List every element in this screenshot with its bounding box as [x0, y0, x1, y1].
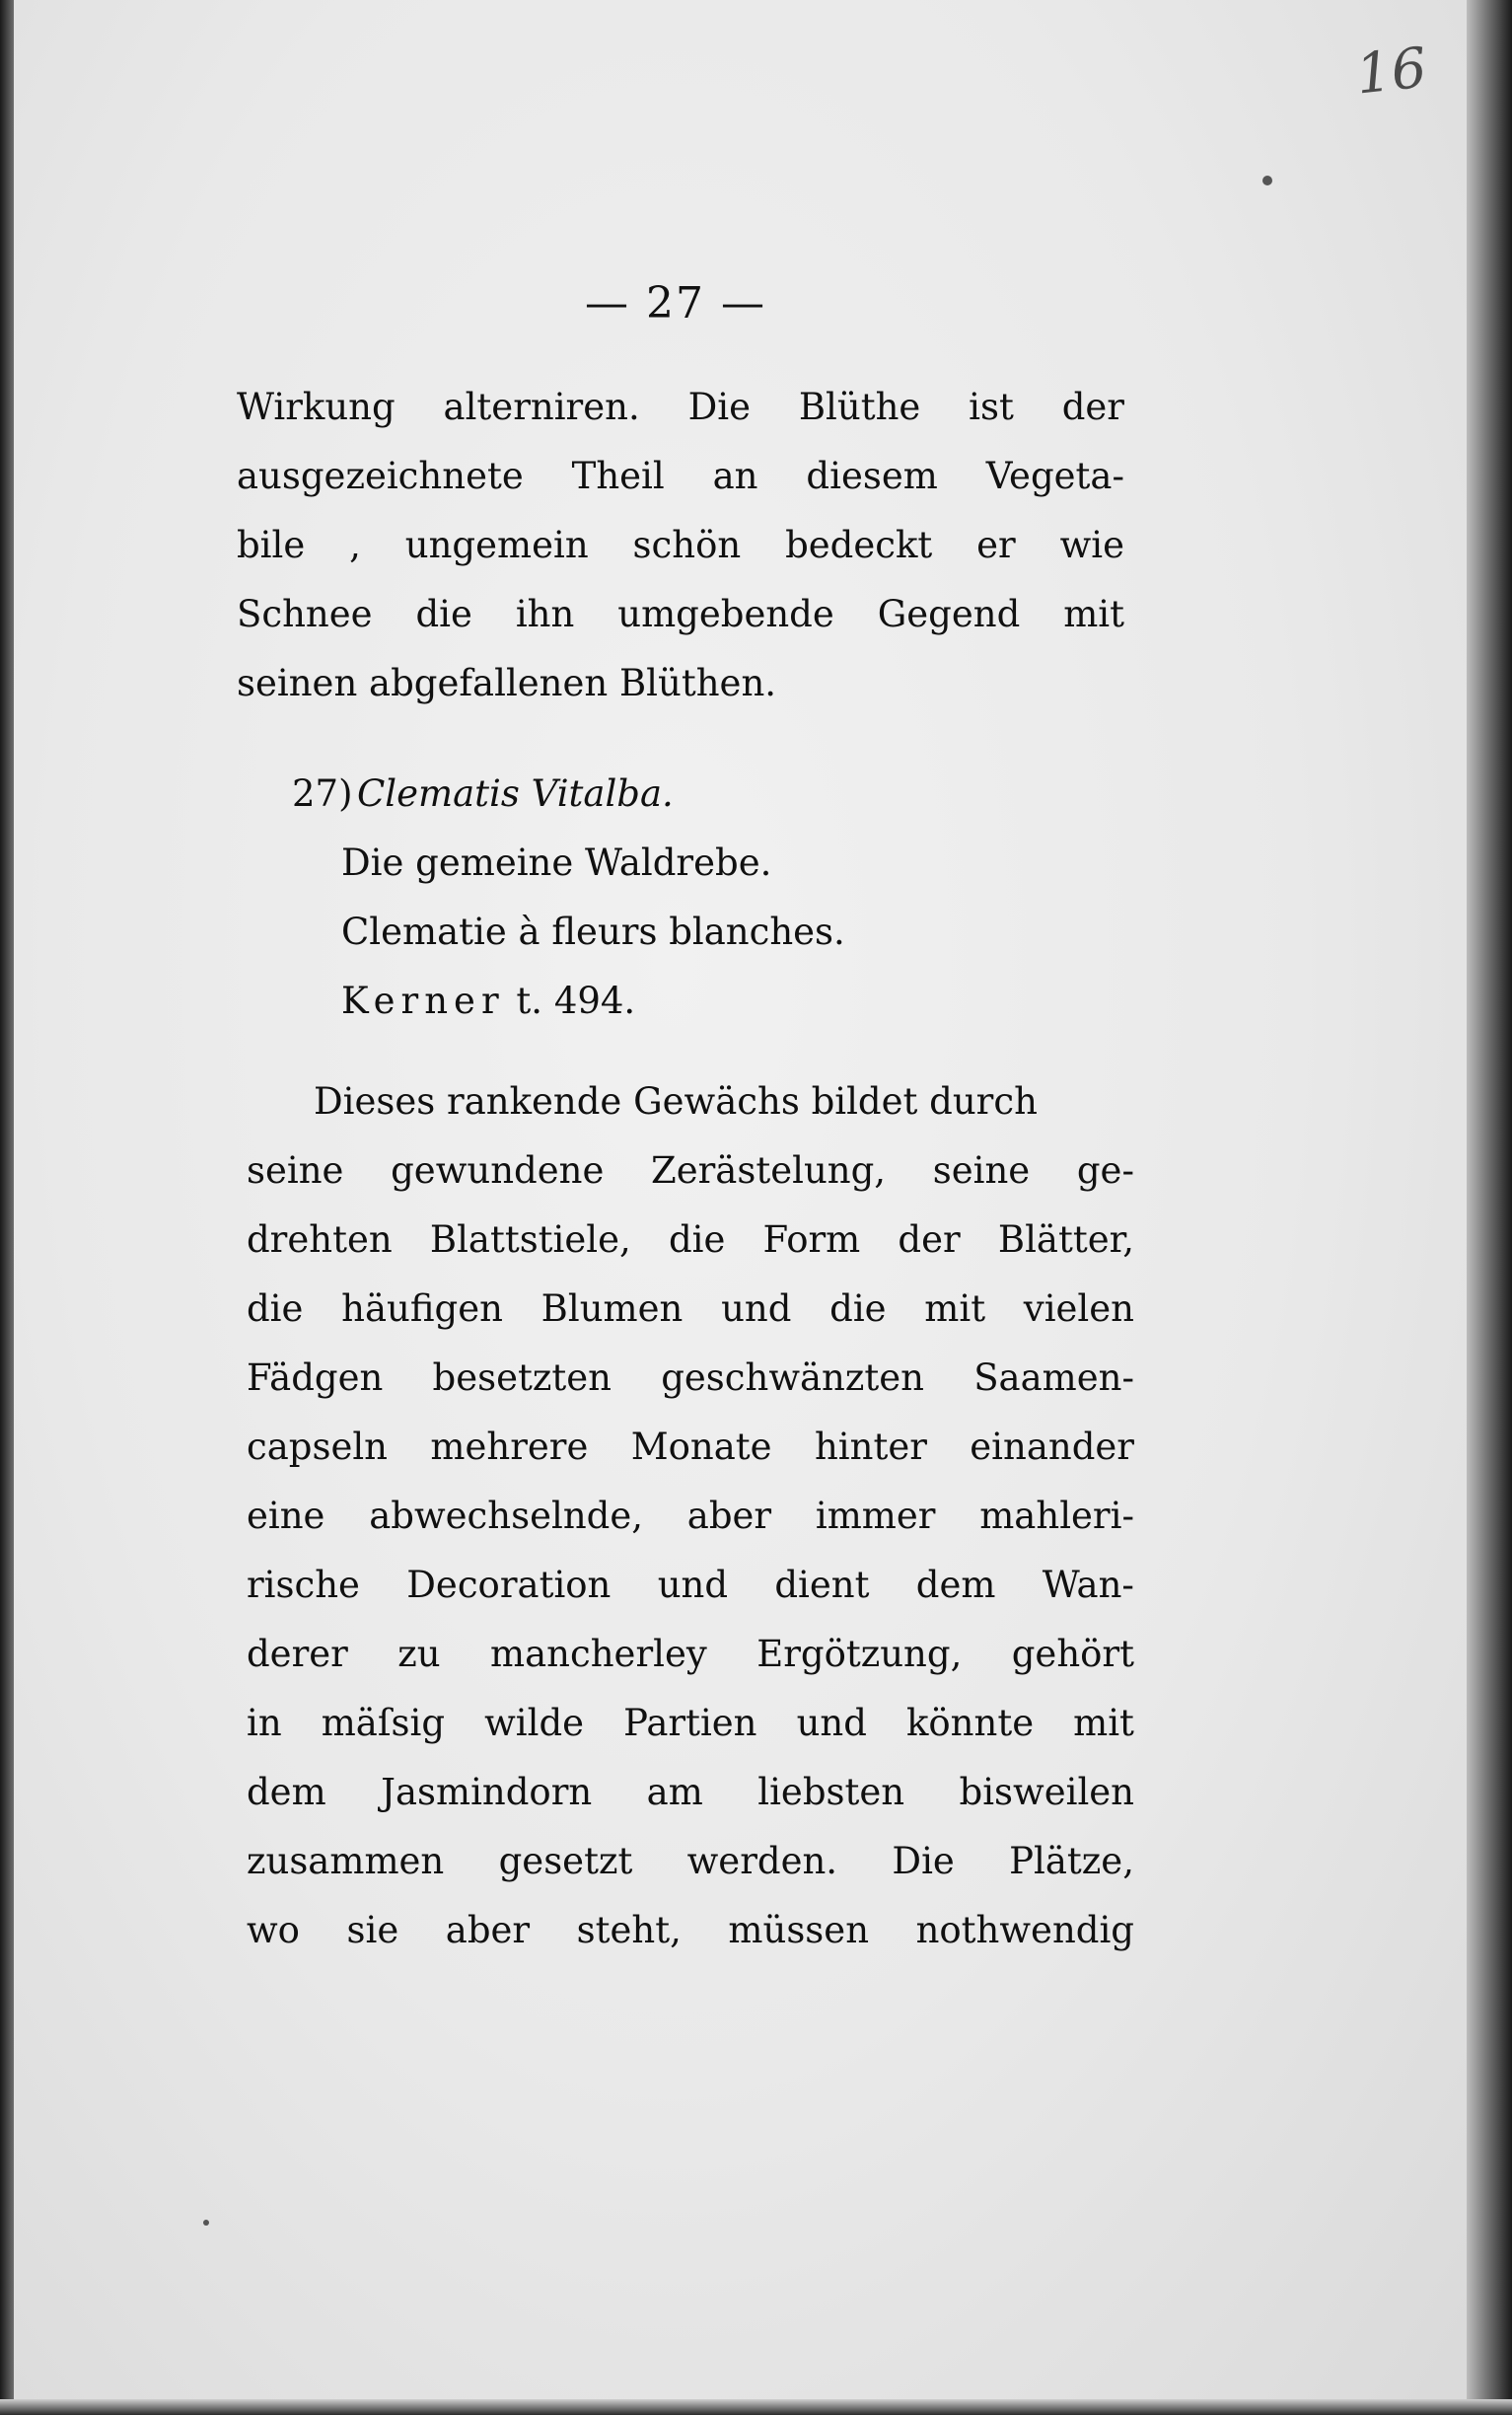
- entry-latin-name: Clematis Vitalba.: [357, 772, 674, 815]
- text-line: drehten Blattstiele, die Form der Blätter,: [247, 1218, 1134, 1261]
- text-line: dem Jasmindorn am liebsten bisweilen: [247, 1771, 1134, 1813]
- entry-french-name: Clematie à fleurs blanches.: [341, 911, 845, 953]
- entry-heading: [237, 760, 1124, 829]
- text-line: Schnee die ihn umgebende Gegend mit: [237, 593, 1124, 635]
- text-line: die häufigen Blumen und die mit vielen: [247, 1287, 1134, 1330]
- page-number-header: — 27 —: [585, 278, 766, 329]
- plant-entry: [237, 760, 1124, 1036]
- scan-right-edge: [1467, 0, 1512, 2415]
- text-line: wo sie aber steht, müssen nothwendig: [247, 1909, 1134, 1951]
- reference-author: Kerner: [341, 980, 505, 1022]
- entry-number: 27): [292, 772, 353, 815]
- text-line: eine abwechselnde, aber immer mahleri-: [247, 1495, 1134, 1537]
- text-line: Dieses rankende Gewächs bildet durch: [314, 1080, 1038, 1123]
- paragraph-description: [247, 1067, 1134, 1965]
- text-line: in mäſsig wilde Partien und könnte mit: [247, 1702, 1134, 1744]
- text-line: rische Decoration und dient dem Wan-: [247, 1564, 1134, 1606]
- text-line: Wirkung alterniren. Die Blüthe ist der: [237, 386, 1124, 428]
- paragraph-continued: [237, 373, 1124, 718]
- text-line: seinen abgefallenen Blüthen.: [237, 662, 777, 704]
- reference-plate: t. 494.: [516, 980, 636, 1022]
- paper-speck: [203, 2220, 209, 2226]
- entry-reference: [237, 967, 1124, 1036]
- scan-bottom-edge: [0, 2399, 1512, 2415]
- text-line: Fädgen besetzten geschwänzten Saamen-: [247, 1356, 1134, 1399]
- text-line: seine gewundene Zerästelung, seine ge-: [247, 1149, 1134, 1192]
- text-line: bile , ungemein schön bedeckt er wie: [237, 524, 1124, 566]
- paper-speck: [1262, 176, 1272, 185]
- text-line: zusammen gesetzt werden. Die Plätze,: [247, 1840, 1134, 1882]
- text-line: derer zu mancherley Ergötzung, gehört: [247, 1633, 1134, 1675]
- handwritten-folio-number: 16: [1352, 36, 1430, 108]
- text-line: capseln mehrere Monate hinter einander: [247, 1426, 1134, 1468]
- entry-german-name: Die gemeine Waldrebe.: [341, 842, 772, 884]
- text-line: ausgezeichnete Theil an diesem Vegeta-: [237, 455, 1124, 497]
